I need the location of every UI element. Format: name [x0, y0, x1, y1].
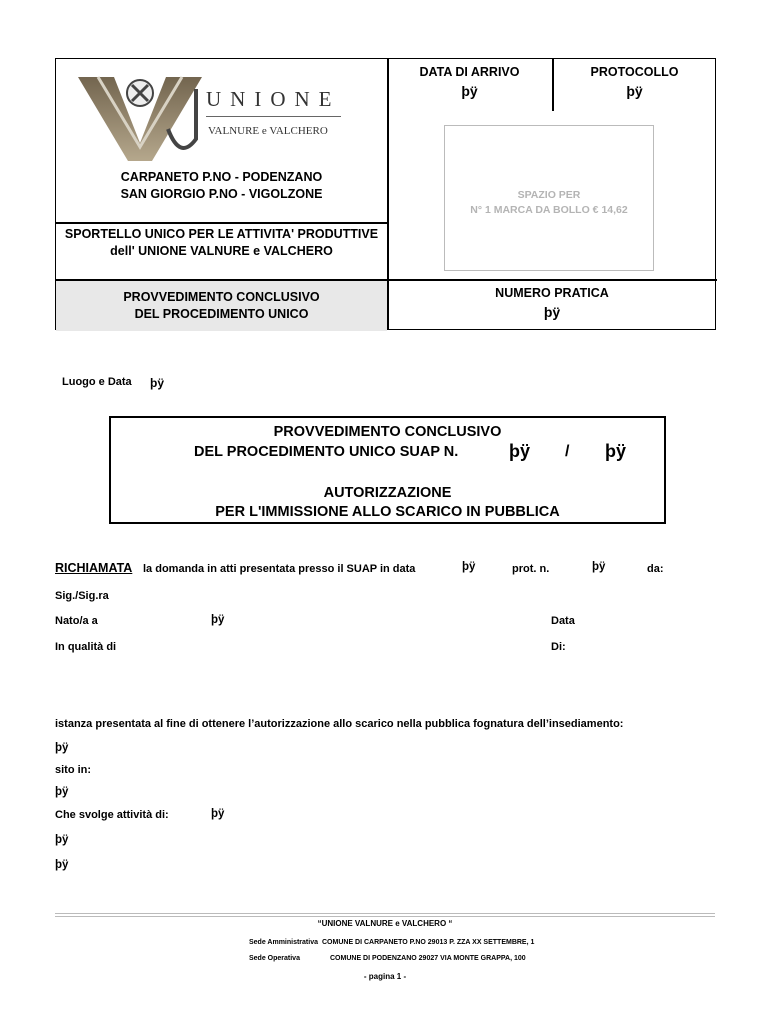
logo-rule	[206, 116, 341, 117]
footer-sede-amm-label: Sede Amministrativa	[249, 939, 318, 946]
di-label: Di:	[551, 641, 566, 653]
insediamento-value[interactable]: þÿ	[55, 742, 69, 754]
title-box	[109, 416, 666, 524]
protocollo-value[interactable]: þÿ	[626, 83, 643, 99]
data-arrivo-value[interactable]: þÿ	[461, 83, 478, 99]
istanza-text: istanza presentata al fine di ottenere l’autorizzazione allo scarico nella pubblica fognatura dell’insediamento:	[55, 718, 624, 730]
footer-union: “UNIONE VALNURE e VALCHERO “	[317, 919, 453, 928]
footer-sede-op-label: Sede Operativa	[249, 955, 300, 962]
marca-bollo-box	[444, 125, 654, 271]
sito-label: sito in:	[55, 764, 92, 776]
extra-value-2[interactable]: þÿ	[55, 859, 69, 871]
provv-line-1: PROVVEDIMENTO CONCLUSIVO	[123, 290, 320, 304]
domanda-data-value[interactable]: þÿ	[462, 561, 476, 573]
bollo-line-1: SPAZIO PER	[517, 189, 581, 201]
sportello-title	[56, 226, 387, 260]
numero-pratica-value[interactable]: þÿ	[543, 304, 561, 320]
title-line-4: PER L'IMMISSIONE ALLO SCARICO IN PUBBLICA	[215, 504, 560, 520]
suap-number-2[interactable]: þÿ	[605, 441, 627, 461]
sig-label: Sig./Sig.ra	[55, 590, 109, 602]
qualita-label: In qualità di	[55, 641, 117, 653]
attivita-value[interactable]: þÿ	[211, 808, 225, 820]
footer-sede-amm-value: COMUNE DI CARPANETO P.NO 29013 P. ZZA XX SETTEMBRE, 1	[322, 939, 535, 946]
nato-value[interactable]: þÿ	[211, 614, 225, 626]
richiamata-label: RICHIAMATA	[55, 561, 133, 575]
protocollo-label: PROTOCOLLO	[590, 65, 679, 79]
title-line-2: DEL PROCEDIMENTO UNICO SUAP N.	[194, 444, 459, 460]
towns-line-2: SAN GIORGIO P.NO - VIGOLZONE	[120, 187, 323, 201]
extra-value-1[interactable]: þÿ	[55, 834, 69, 846]
prot-label: prot. n.	[512, 563, 550, 575]
bollo-line-2: N° 1 MARCA DA BOLLO € 14,62	[470, 204, 628, 216]
attivita-label: Che svolge attività di:	[55, 809, 169, 821]
sito-value[interactable]: þÿ	[55, 786, 69, 798]
logo-word: UNIONE	[206, 87, 341, 111]
towns-line-1: CARPANETO P.NO - PODENZANO	[120, 170, 323, 184]
sportello-line-1: SPORTELLO UNICO PER LE ATTIVITA' PRODUTTIVE	[64, 227, 379, 241]
suap-slash: /	[565, 443, 570, 460]
numero-pratica-label: NUMERO PRATICA	[495, 286, 609, 300]
provv-line-2: DEL PROCEDIMENTO UNICO	[134, 307, 309, 321]
suap-number-1[interactable]: þÿ	[509, 441, 531, 461]
title-line-3: AUTORIZZAZIONE	[323, 485, 452, 501]
header-table	[55, 58, 716, 330]
footer-sede-op-value: COMUNE DI PODENZANO 29027 VIA MONTE GRAPPA, 100	[330, 955, 526, 962]
luogo-data-label: Luogo e Data	[62, 376, 132, 388]
logo-subtitle: VALNURE e VALCHERO	[208, 125, 328, 137]
data-nascita-label: Data	[551, 615, 575, 627]
unione-logo	[76, 69, 366, 164]
provvedimento-box	[56, 281, 387, 331]
data-arrivo-label: DATA DI ARRIVO	[419, 65, 520, 79]
da-label: da:	[647, 563, 664, 575]
footer-rule	[55, 913, 715, 914]
richiamata-text: la domanda in atti presentata presso il SUAP in data	[143, 563, 416, 575]
nato-label: Nato/a a	[55, 615, 98, 627]
title-line-1: PROVVEDIMENTO CONCLUSIVO	[273, 424, 502, 440]
page-number: - pagina 1 -	[363, 972, 407, 981]
prot-value[interactable]: þÿ	[592, 561, 606, 573]
header-rule	[56, 222, 387, 224]
sportello-line-2: dell' UNIONE VALNURE e VALCHERO	[110, 244, 333, 258]
footer-rule	[55, 916, 715, 917]
header-rule	[387, 279, 717, 281]
luogo-data-value[interactable]: þÿ	[150, 376, 165, 390]
